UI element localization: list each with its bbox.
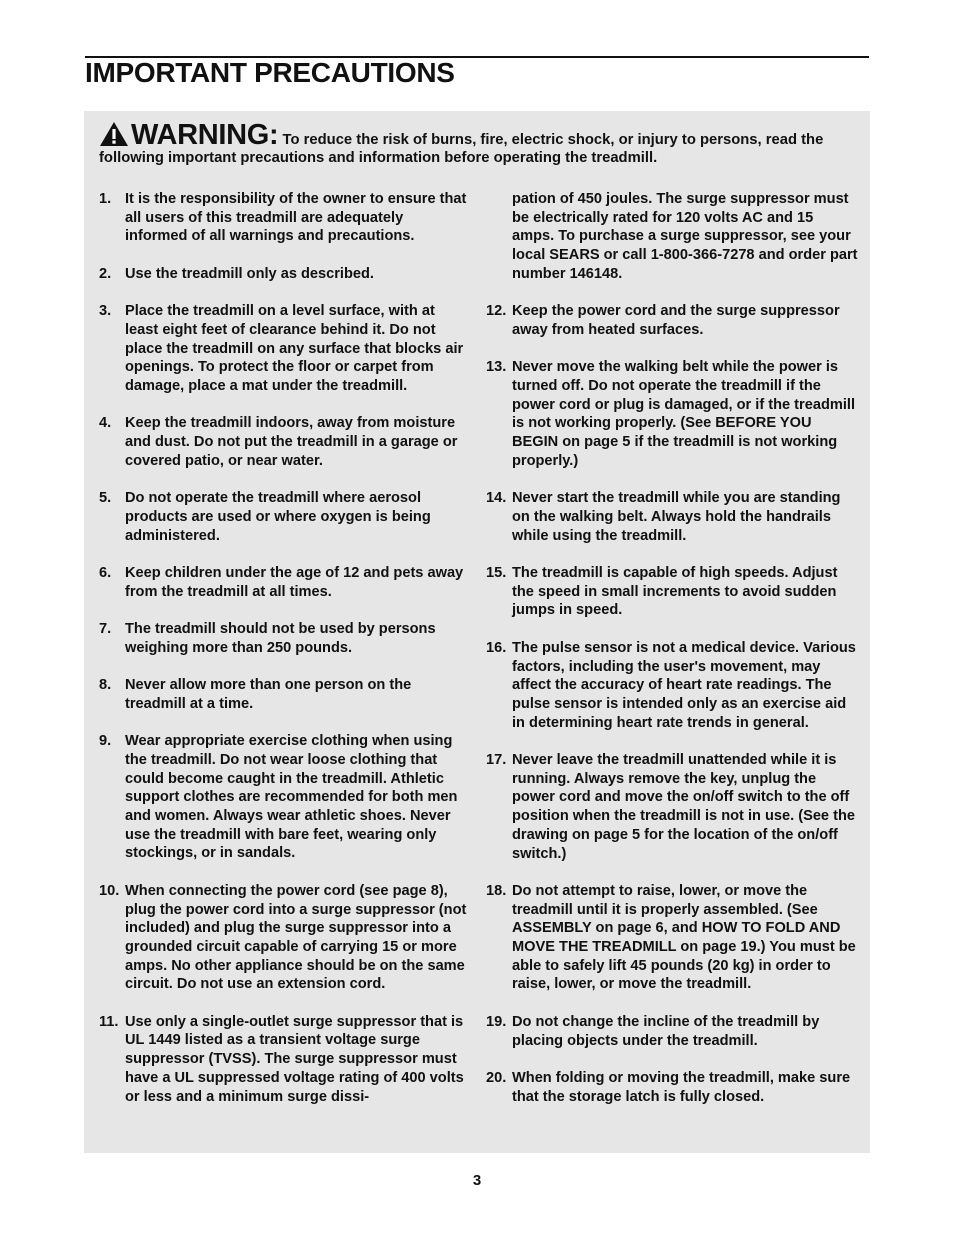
- list-item: [486, 1069, 858, 1106]
- page-title: IMPORTANT PRECAUTIONS: [85, 57, 455, 88]
- item-text: Never leave the treadmill unattended while it is running. Always remove the key, unplug the power cord and move the on/off switch to the off position when the treadmill is not in use. (See the drawing on page 5 for the location of the on/off switch.): [512, 752, 855, 862]
- list-item: [99, 564, 469, 601]
- item-number: 15.: [486, 565, 507, 581]
- item-text: When folding or moving the treadmill, make sure that the storage latch is fully closed.: [512, 1069, 851, 1105]
- item-text: The treadmill should not be used by persons weighing more than 250 pounds.: [125, 621, 436, 656]
- item-text: It is the responsibility of the owner to ensure that all users of this treadmill are adequately informed of all warnings and precautions.: [125, 191, 467, 245]
- item-number: 8.: [99, 677, 112, 694]
- item-text: The treadmill is capable of high speeds. Adjust the speed in small increments to avoid sudden jumps in speed.: [512, 565, 838, 619]
- item-number: 10.: [99, 882, 120, 899]
- item-number: 20.: [486, 1069, 507, 1086]
- list-item: [486, 639, 858, 733]
- item-number: 12.: [486, 303, 507, 320]
- warning-triangle-icon: [99, 121, 129, 147]
- precautions-left-column: [99, 190, 469, 1125]
- item-text: pation of 450 joules. The surge suppressor must be electrically rated for 120 volts AC and 15 amps. To purchase a surge suppressor, see your local SEARS or call 1-800-366-7278 and order part number 146148.: [512, 191, 858, 282]
- item-number: 14.: [486, 490, 507, 507]
- list-item: [486, 882, 858, 994]
- item-text: Do not operate the treadmill where aerosol products are used or where oxygen is being administered.: [125, 490, 431, 544]
- item-number: 19.: [486, 1013, 507, 1030]
- list-item-continuation: [486, 190, 858, 284]
- list-item: [486, 358, 858, 470]
- list-item: [99, 882, 469, 994]
- list-item: [486, 751, 858, 863]
- list-item: [486, 302, 858, 339]
- item-text: Keep children under the age of 12 and pets away from the treadmill at all times.: [125, 564, 464, 600]
- list-item: [99, 676, 469, 713]
- list-item: [486, 489, 858, 545]
- warning-block: [99, 121, 859, 167]
- item-number: 6.: [99, 564, 112, 581]
- list-item: [486, 1013, 858, 1050]
- list-item: [99, 302, 469, 396]
- item-number: 9.: [99, 733, 112, 750]
- item-number: 7.: [99, 621, 112, 638]
- item-number: 4.: [99, 415, 112, 432]
- item-number: 13.: [486, 359, 507, 376]
- item-text: Do not attempt to raise, lower, or move the treadmill until it is properly assembled. (See ASSEMBLY on page 6, and HOW TO FOLD AND MOVE THE TREADMILL on page 19.) You must be able to safely lift 45 pounds (20 kg) in order to raise, lower, or move the treadmill.: [512, 882, 856, 993]
- item-text: When connecting the power cord (see page 8), plug the power cord into a surge suppressor (not included) and plug the surge suppressor into a grounded circuit capable of carrying 15 or more amps. No other appliance should be on the same circuit. Do not use an extension cord.: [125, 882, 467, 993]
- item-text: Do not change the incline of the treadmill by placing objects under the treadmill.: [512, 1013, 820, 1049]
- item-number: 2.: [99, 265, 112, 282]
- page-number: 3: [472, 1172, 482, 1189]
- item-number: 17.: [486, 752, 507, 768]
- item-number: 5.: [99, 490, 112, 507]
- item-number: 3.: [99, 303, 112, 320]
- item-text: Use the treadmill only as described.: [125, 265, 374, 282]
- warning-label: WARNING:: [131, 119, 279, 151]
- item-text: Never allow more than one person on the treadmill at a time.: [125, 677, 412, 712]
- list-item: [99, 265, 469, 284]
- list-item: [99, 489, 469, 545]
- precautions-right-column: [486, 190, 858, 1125]
- warning-text: To reduce the risk of burns, fire, electric shock, or injury to persons, read the following important precautions and information before operating the treadmill.: [99, 132, 824, 166]
- item-text: Keep the treadmill indoors, away from moisture and dust. Do not put the treadmill in a garage or covered patio, or near water.: [125, 415, 458, 469]
- list-item: [99, 732, 469, 863]
- list-item: [99, 414, 469, 470]
- item-number: 18.: [486, 882, 507, 899]
- item-text: Never start the treadmill while you are standing on the walking belt. Always hold the handrails while using the treadmill.: [512, 490, 841, 544]
- item-text: Keep the power cord and the surge suppressor away from heated surfaces.: [512, 303, 840, 338]
- item-text: The pulse sensor is not a medical device. Various factors, including the user's movement, may affect the accuracy of heart rate readings. The pulse sensor is intended only as an exercise aid in determining heart rate trends in general.: [512, 639, 856, 731]
- list-item: [99, 620, 469, 657]
- item-text: Place the treadmill on a level surface, with at least eight feet of clearance behind it. Do not place the treadmill on any surface that blocks air openings. To protect the floor or carpet from damage, place a mat under the treadmill.: [125, 303, 464, 394]
- item-number: 11.: [99, 1013, 119, 1030]
- list-item: [99, 1013, 469, 1107]
- item-number: 1.: [99, 191, 112, 207]
- item-text: Use only a single-outlet surge suppressor that is UL 1449 listed as a transient voltage surge suppressor (TVSS). The surge suppressor must have a UL suppressed voltage rating of 400 volts or less and a minimum surge dissi-: [125, 1013, 464, 1105]
- item-text: Never move the walking belt while the power is turned off. Do not operate the treadmill if the power cord or plug is damaged, or if the treadmill is not working properly. (See BEFORE YOU BEGIN on page 5 if the treadmill is not working properly.): [512, 359, 856, 469]
- list-item: [99, 190, 469, 246]
- item-text: Wear appropriate exercise clothing when using the treadmill. Do not wear loose clothing that could become caught in the treadmill. Athletic support clothes are recommended for both men and women. Always wear athletic shoes. Never use the treadmill with bare feet, wearing only stockings, or in sandals.: [125, 733, 458, 862]
- item-number: 16.: [486, 639, 507, 656]
- list-item: [486, 564, 858, 620]
